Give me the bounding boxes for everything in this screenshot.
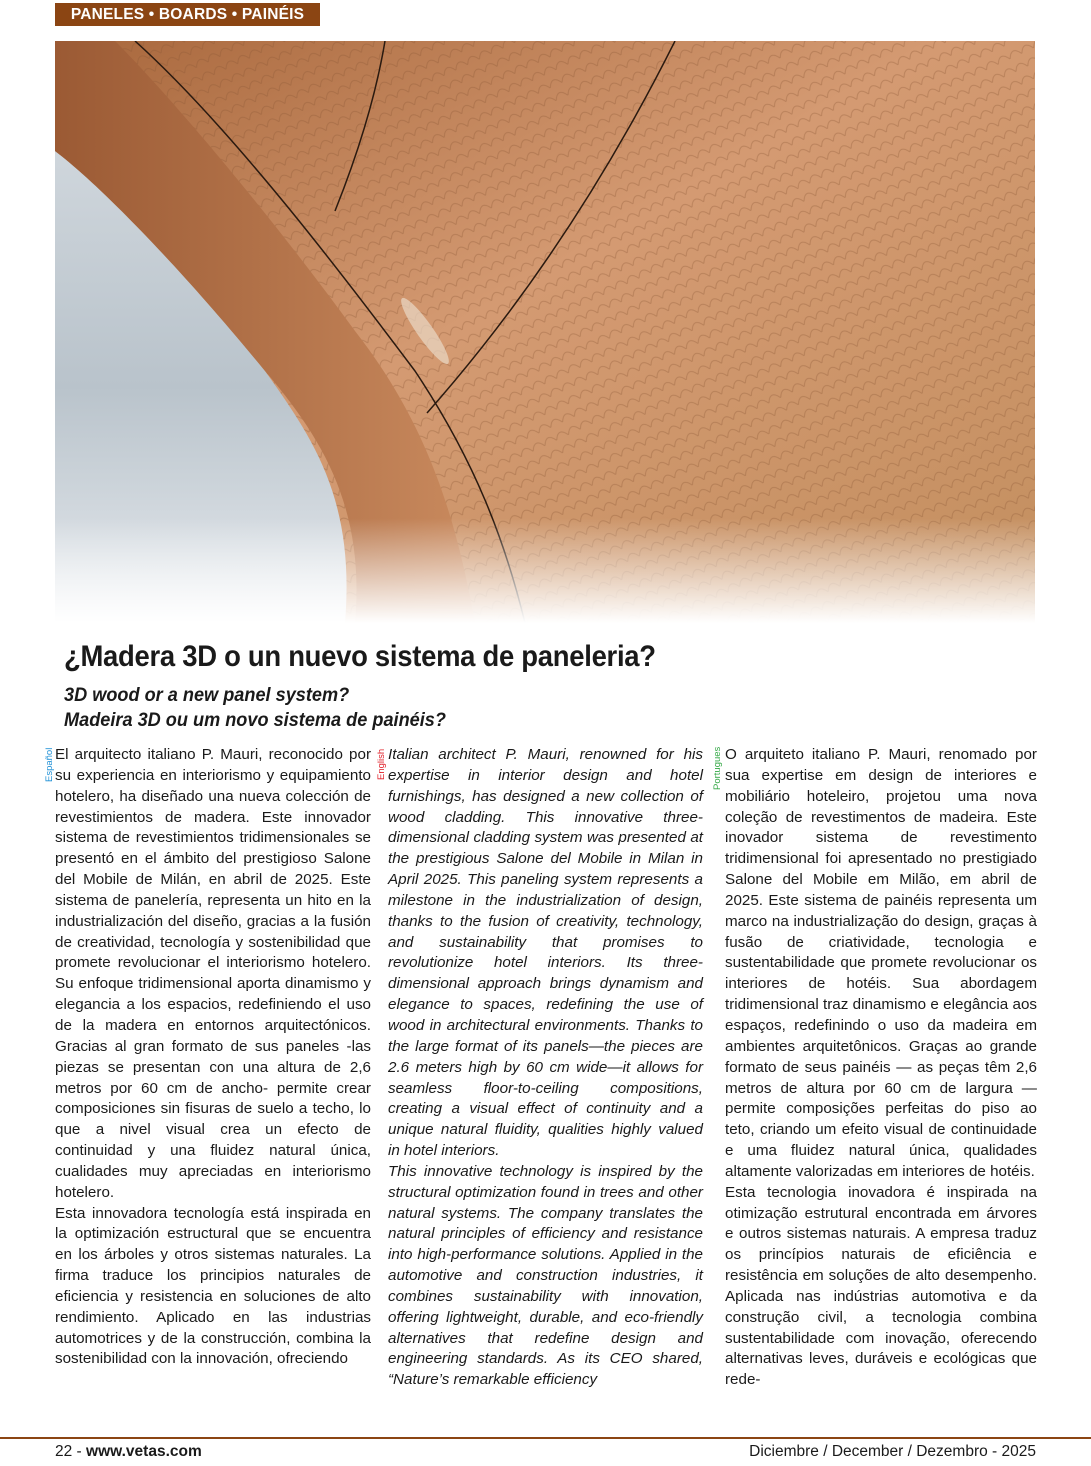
footer-divider <box>0 1437 1091 1439</box>
paragraph: This innovative technology is inspired by the structural optimization found in trees and other natural systems. The company translates the natural principles of efficiency and resistance into high-performance solutions. Applied in the automotive and construction industries, it combines sustainability with innovation, offering lightweight, durable, and eco-friendly alternatives that redefine design and engineering standards. As its CEO shared, “Nature’s remarkable efficiency <box>388 1162 703 1389</box>
language-label-portuguese: Portugues <box>712 746 723 790</box>
footer-page-info <box>55 1443 202 1461</box>
website-link[interactable]: www.vetas.com <box>86 1443 202 1460</box>
hero-photo <box>55 41 1035 623</box>
wood-ceiling-illustration <box>55 41 1035 623</box>
paragraph: O arquiteto italiano P. Mauri, renomado por sua expertise em design de interiores e mobiliário hoteleiro, projetou uma nova coleção de revestimentos de madeira. Este inovador sistema de revestimento tridimensional foi apresentado no prestigiado Salone del Mobile em Milão, em abril de 2025. Este sistema de painéis representa um marco na industrialização do design, graças à fusão de criatividade, tecnologia e sustentabilidade que promete revolucionar os interiores de hotéis. Sua abordagem tridimensional traz dinamismo e elegância aos espaços, redefinindo o uso da madeira em ambientes arquitetônicos. Graças ao grande formato de seus painéis — as peças têm 2,6 metros de altura por 60 cm de largura — permite composições perfeitas do piso ao teto, criando um efeito visual de continuidade e uma fluidez natural única, qualidades altamente valorizadas em interiores de hotéis. <box>725 746 1037 1180</box>
paragraph: El arquitecto italiano P. Mauri, reconocido por su experiencia en interiorismo y equipamiento hotelero, ha diseñado una nueva colección de revestimientos de madera. Este innovador sistema de revestimientos tridimensionales se presentó en el ámbito del prestigioso Salone del Mobile de Milán, en abril de 2025. Este sistema de panelería, representa un hito en la industrialización del diseño, gracias a la fusión de creatividad, tecnología y sostenibilidad que promete revolucionar el interiorismo hotelero. Su enfoque tridimensional aporta dinamismo y elegancia a los espacios, redefiniendo el uso de la madera en entornos arquitectónicos. Gracias al gran formato de sus paneles -las piezas se presentan con una altura de 2,6 metros por 60 cm de ancho- permite crear composiciones sin fisuras de suelo a techo, lo que a nivel visual crea un efecto de continuidad y una fluidez natural única, cualidades muy apreciadas en interiorismo hotelero. <box>55 746 371 1201</box>
paragraph: Italian architect P. Mauri, renowned for his expertise in interior design and hotel furnishings, has designed a new collection of wood cladding. This innovative three-dimensional cladding system was presented at the prestigious Salone del Mobile in Milan in April 2025. This paneling system represents a milestone in the industrialization of design, thanks to the fusion of creativity, technology, and sustainability that promises to revolutionize hotel interiors. Its three-dimensional approach brings dynamism and elegance to spaces, redefining the use of wood in architectural environments. Thanks to the large format of its panels—the pieces are 2.6 meters high by 60 cm wide—it allows for seamless floor-to-ceiling compositions, creating a visual effect of continuity and a unique natural fluidity, qualities highly valued in hotel interiors. <box>388 746 703 1160</box>
column-portuguese <box>725 745 1037 1391</box>
language-label-spanish: Español <box>44 747 55 782</box>
column-spanish <box>55 745 371 1370</box>
page-number: 22 - <box>55 1443 82 1460</box>
article-subtitle-portuguese: Madeira 3D ou um novo sistema de painéis? <box>64 709 446 731</box>
article-subtitle-english: 3D wood or a new panel system? <box>64 684 350 706</box>
section-tag: PANELES • BOARDS • PAINÉIS <box>55 3 320 26</box>
article-title: ¿Madera 3D o un nuevo sistema de paneleria? <box>64 640 656 673</box>
paragraph: Esta innovadora tecnología está inspirada en la optimización estructural que se encuentra en los árboles y otros sistemas naturales. La firma traduce los principios naturales de eficiencia y resistencia en soluciones de alto rendimiento. Aplicado en las industrias automotrices y de la construcción, combina la sostenibilidad con la innovación, ofreciendo <box>55 1204 371 1368</box>
language-label-english: English <box>376 748 387 780</box>
column-english <box>388 745 703 1391</box>
paragraph: Esta tecnologia inovadora é inspirada na otimização estrutural encontrada em árvores e outros sistemas naturais. A empresa traduz os princípios naturais de eficiência e resistência em soluções de alto desempenho. Aplicada nas indústrias automotiva e da construção civil, a tecnologia combina sustentabilidade com inovação, oferecendo alternativas leves, duráveis e ecológicas que rede- <box>725 1183 1037 1389</box>
issue-date: Diciembre / December / Dezembro - 2025 <box>749 1443 1036 1460</box>
